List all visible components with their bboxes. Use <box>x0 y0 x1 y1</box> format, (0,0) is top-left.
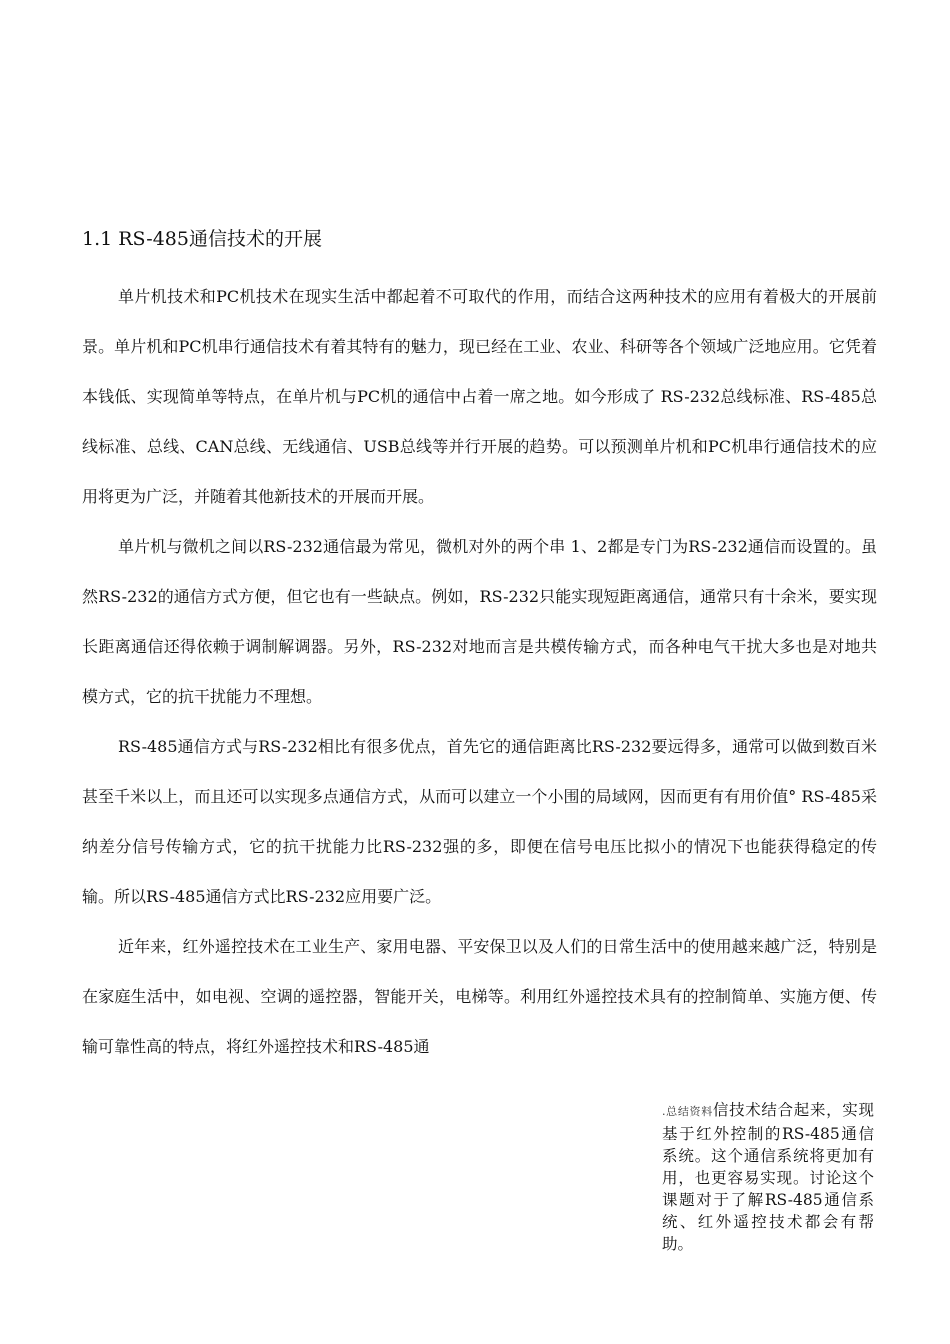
body-text <box>82 272 877 1072</box>
footer-tag: .总结资料 <box>662 1105 713 1118</box>
paragraph-1: 单片机技术和PC机技术在现实生活中都起着不可取代的作用，而结合这两种技术的应用有着极大的开展前景。单片机和PC机串行通信技术有着其特有的魅力，现已经在工业、农业、科研等各个领域广泛地应用。它凭着本钱低、实现简单等特点，在单片机与PC机的通信中占着一席之地。如今形成了 RS-232总线标准、RS-485总线标准、总线、CAN总线、无线通信、USB总线等并行开展的趋势。可以预测单片机和PC机串行通信技术的应用将更为广泛，并随着其他新技术的开展而开展。 <box>82 287 877 506</box>
paragraph-3: RS-485通信方式与RS-232相比有很多优点，首先它的通信距离比RS-232要远得多，通常可以做到数百米甚至千米以上，而且还可以实现多点通信方式，从而可以建立一个小围的局域网，因而更有有用价值° RS-485采纳差分信号传输方式，它的抗干扰能力比RS-232强的多，即便在信号电压比拟小的情况下也能获得稳定的传输。所以RS-485通信方式比RS-232应用要广泛。 <box>82 737 877 906</box>
page-footer-continuation <box>662 1099 874 1255</box>
section-heading: 1.1 RS-485通信技术的开展 <box>82 228 322 250</box>
footer-text: 信技术结合起来，实现基于红外控制的RS-485通信系统。这个通信系统将更加有用，也更容易实现。讨论这个课题对于了解RS-485通信系统、红外遥控技术都会有帮助。 <box>662 1101 874 1253</box>
paragraph-2: 单片机与微机之间以RS-232通信最为常见，微机对外的两个串 1、2都是专门为RS-232通信而设置的。虽然RS-232的通信方式方便，但它也有一些缺点。例如，RS-232只能实现短距离通信，通常只有十余米，要实现长距离通信还得依赖于调制解调器。另外，RS-232对地而言是共模传输方式，而各种电气干扰大多也是对地共模方式，它的抗干扰能力不理想。 <box>82 537 877 706</box>
paragraph-4: 近年来，红外遥控技术在工业生产、家用电器、平安保卫以及人们的日常生活中的使用越来越广泛，特别是在家庭生活中，如电视、空调的遥控器，智能开关，电梯等。利用红外遥控技术具有的控制简单、实施方便、传输可靠性高的特点，将红外遥控技术和RS-485通 <box>82 937 877 1056</box>
